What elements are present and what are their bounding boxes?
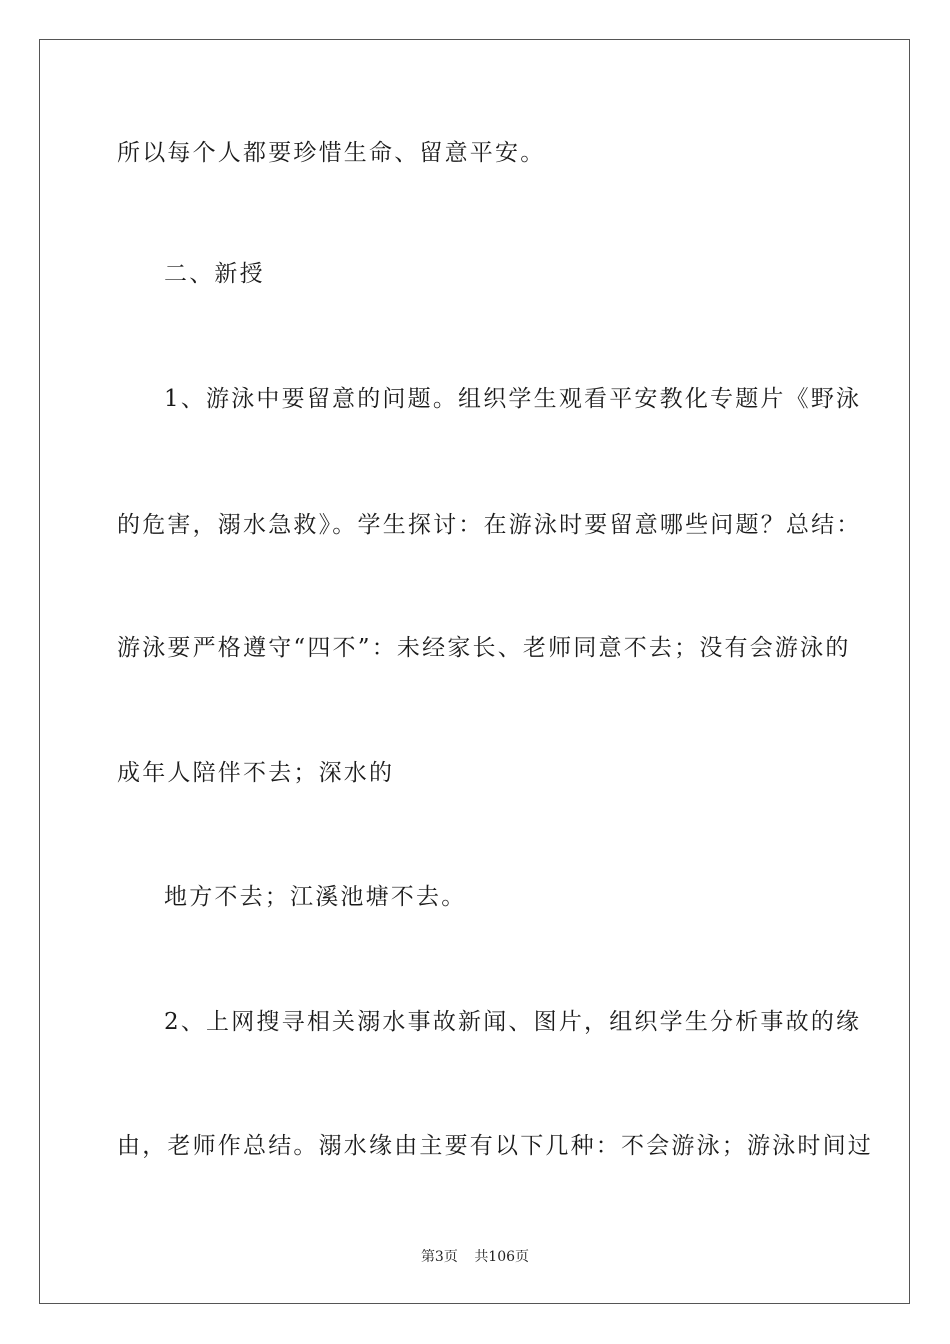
paragraph-line-7: 地方不去；江溪池塘不去。 [164,884,467,910]
section-heading: 二、新授 [164,261,265,287]
paragraph-line-8: 2、上网搜寻相关溺水事故新闻、图片，组织学生分析事故的缘 [164,1009,862,1035]
page-border [39,39,910,1304]
paragraph-line-5: 游泳要严格遵守“四不”：未经家长、老师同意不去；没有会游泳的 [117,635,851,661]
paragraph-line-3: 1、游泳中要留意的问题。组织学生观看平安教化专题片《野泳 [164,386,862,412]
page-number-current: 第3页 [420,1249,458,1265]
page-number-total: 共106页 [474,1249,530,1265]
page-footer [0,1246,950,1266]
paragraph-line-1: 所以每个人都要珍惜生命、留意平安。 [117,140,546,166]
paragraph-line-9: 由，老师作总结。溺水缘由主要有以下几种：不会游泳；游泳时间过 [117,1133,873,1159]
paragraph-line-4: 的危害，溺水急救》。学生探讨：在游泳时要留意哪些问题？总结： [117,512,862,538]
paragraph-line-6: 成年人陪伴不去；深水的 [117,760,395,786]
